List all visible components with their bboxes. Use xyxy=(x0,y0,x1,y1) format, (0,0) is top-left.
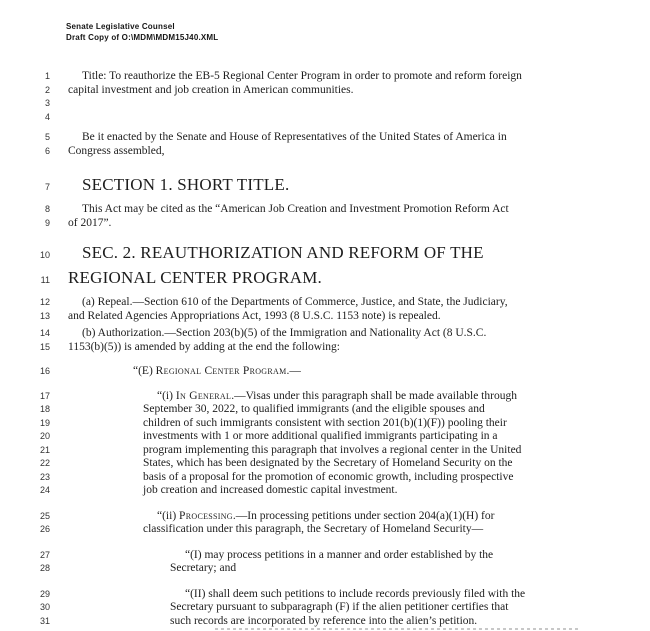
document-line xyxy=(0,588,650,602)
line-number: 5 xyxy=(44,132,50,142)
text-run: .— xyxy=(286,365,301,377)
text-run: of 2017”. xyxy=(68,216,112,229)
line-number: 9 xyxy=(44,217,50,228)
text-run: Congress assembled, xyxy=(68,144,165,157)
document-line xyxy=(0,403,650,417)
text-run: “(i) xyxy=(157,389,176,402)
line-text xyxy=(50,523,483,537)
text-run: Secretary; and xyxy=(170,562,237,574)
line-text xyxy=(50,588,525,602)
line-number: 26 xyxy=(39,524,50,534)
text-run: “(E) xyxy=(133,365,156,377)
text-run: capital investment and job creation in American communities. xyxy=(68,83,354,96)
line-text xyxy=(50,549,493,563)
document-line xyxy=(0,510,650,524)
line-number: 18 xyxy=(39,404,50,414)
line-number: 11 xyxy=(40,275,50,285)
line-text xyxy=(50,615,477,629)
text-run: SEC. 2. REAUTHORIZATION AND REFORM OF THE xyxy=(82,243,484,262)
draft-header-office: Senate Legislative Counsel xyxy=(66,22,175,31)
line-text xyxy=(50,341,340,355)
text-run: basis of a proposal for the promotion of economic growth, including prospective xyxy=(143,470,514,483)
line-text-heading xyxy=(50,265,322,290)
line-text xyxy=(50,457,513,471)
text-run: and Related Agencies Appropriations Act, 1993 (8 U.S.C. 1153 note) is repealed. xyxy=(68,309,441,322)
line-number: 25 xyxy=(39,510,50,521)
document-line xyxy=(0,240,650,265)
line-text xyxy=(50,365,301,379)
document-line xyxy=(0,601,650,615)
draft-header xyxy=(66,21,218,43)
line-number: 2 xyxy=(44,84,50,95)
document-line xyxy=(0,327,650,341)
document-line xyxy=(0,145,650,159)
document-line xyxy=(0,97,650,111)
document-line xyxy=(0,310,650,324)
line-number: 20 xyxy=(39,431,50,441)
line-number: 3 xyxy=(44,98,50,108)
document-line xyxy=(0,111,650,125)
line-number: 1 xyxy=(44,71,50,81)
line-number: 10 xyxy=(39,250,50,260)
line-text xyxy=(50,417,507,431)
line-number: 4 xyxy=(44,111,50,122)
text-run: Secretary pursuant to subparagraph (F) if the alien petitioner certifies that xyxy=(170,601,509,613)
text-run: “(ii) xyxy=(157,509,180,522)
document-line xyxy=(0,131,650,145)
line-number: 21 xyxy=(39,444,50,455)
document-line xyxy=(0,523,650,537)
document-line xyxy=(0,615,650,629)
line-text-heading xyxy=(50,172,289,197)
small-caps-run: Regional Center Program xyxy=(155,365,287,377)
text-run: September 30, 2022, to qualified immigrants (and the eligible spouses and xyxy=(143,403,485,415)
document-line xyxy=(0,562,650,576)
line-text xyxy=(50,471,513,485)
line-number: 31 xyxy=(39,615,50,626)
document-line xyxy=(0,444,650,458)
line-number: 22 xyxy=(39,458,50,468)
text-run: .—In processing petitions under section 204(a)(1)(H) for xyxy=(232,509,495,522)
document-line xyxy=(0,390,650,404)
line-number: 24 xyxy=(39,485,50,495)
line-number: 16 xyxy=(39,366,50,376)
document-line xyxy=(0,84,650,98)
document-line xyxy=(0,341,650,355)
line-text xyxy=(50,310,441,324)
line-text xyxy=(50,484,398,498)
document-line xyxy=(0,417,650,431)
document-line xyxy=(0,365,650,379)
document-line xyxy=(0,484,650,498)
document-line xyxy=(0,203,650,217)
text-run: children of such immigrants consistent with section 201(b)(1)(F)) pooling their xyxy=(143,416,507,429)
document-line xyxy=(0,471,650,485)
line-text xyxy=(50,430,498,444)
line-text xyxy=(50,145,164,159)
line-text-heading xyxy=(50,240,484,265)
document-line xyxy=(0,549,650,563)
text-run: REGIONAL CENTER PROGRAM. xyxy=(68,268,322,287)
line-number: 30 xyxy=(39,602,50,612)
text-run: Title: To reauthorize the EB-5 Regional Center Program in order to promote and reform foreign xyxy=(82,70,522,82)
line-text xyxy=(50,84,354,98)
line-text xyxy=(50,111,71,125)
line-number: 14 xyxy=(39,328,50,338)
text-run: “(I) may process petitions in a manner and order established by the xyxy=(185,548,494,561)
line-text xyxy=(50,217,111,231)
text-run: investments with 1 or more additional qualified immigrants participating in a xyxy=(143,430,498,442)
line-number: 12 xyxy=(39,297,50,307)
small-caps-run: Processing xyxy=(179,509,233,522)
text-run: (b) Authorization.—Section 203(b)(5) of the Immigration and Nationality Act (8 U.S.C. xyxy=(82,327,487,339)
line-number: 28 xyxy=(39,563,50,573)
text-run: classification under this paragraph, the Secretary of Homeland Security— xyxy=(143,523,484,535)
line-number: 19 xyxy=(39,417,50,428)
document-line xyxy=(0,265,650,290)
line-text xyxy=(50,97,71,111)
text-run: Be it enacted by the Senate and House of Representatives of the United States of America in xyxy=(82,131,507,143)
line-number: 8 xyxy=(44,204,50,214)
text-run: such records are incorporated by reference into the alien’s petition. xyxy=(170,614,478,627)
clipped-next-line-fragment xyxy=(215,628,578,630)
line-text xyxy=(50,296,508,310)
text-run: 1153(b)(5)) is amended by adding at the end the following: xyxy=(68,340,340,353)
document-line xyxy=(0,217,650,231)
document-line xyxy=(0,457,650,471)
text-run: SECTION 1. SHORT TITLE. xyxy=(82,175,290,194)
document-line xyxy=(0,172,650,197)
document-line xyxy=(0,430,650,444)
text-run: (a) Repeal.—Section 610 of the Departments of Commerce, Justice, and State, the Judiciary, xyxy=(82,296,508,308)
line-text xyxy=(50,131,507,145)
line-text xyxy=(50,390,517,404)
line-text xyxy=(50,510,494,524)
text-run: States, which has been designated by the Secretary of Homeland Security on the xyxy=(143,457,513,469)
line-text xyxy=(50,403,485,417)
line-number: 17 xyxy=(39,390,50,401)
document-line xyxy=(0,296,650,310)
draft-header-filepath: Draft Copy of O:\MDM\MDM15J40.XML xyxy=(66,33,219,42)
text-run: program implementing this paragraph that involves a regional center in the United xyxy=(143,443,522,456)
line-text xyxy=(50,444,521,458)
line-text xyxy=(50,327,486,341)
line-number: 7 xyxy=(44,182,50,192)
text-run: “(II) shall deem such petitions to include records previously filed with the xyxy=(185,587,526,600)
text-run: .—Visas under this paragraph shall be made available through xyxy=(231,389,517,402)
document-line xyxy=(0,70,650,84)
line-number: 27 xyxy=(39,549,50,560)
line-number: 23 xyxy=(39,471,50,482)
line-number: 15 xyxy=(39,341,50,352)
line-text xyxy=(50,562,236,576)
text-run: job creation and increased domestic capital investment. xyxy=(143,484,398,496)
line-text xyxy=(50,70,522,84)
small-caps-run: In General xyxy=(175,389,232,402)
line-number: 29 xyxy=(39,588,50,599)
text-run: This Act may be cited as the “American Job Creation and Investment Promotion Reform Act xyxy=(82,203,509,215)
document-lines xyxy=(0,65,650,628)
line-number: 13 xyxy=(39,310,50,321)
line-text xyxy=(50,601,509,615)
line-number: 6 xyxy=(44,145,50,156)
line-text xyxy=(50,203,509,217)
